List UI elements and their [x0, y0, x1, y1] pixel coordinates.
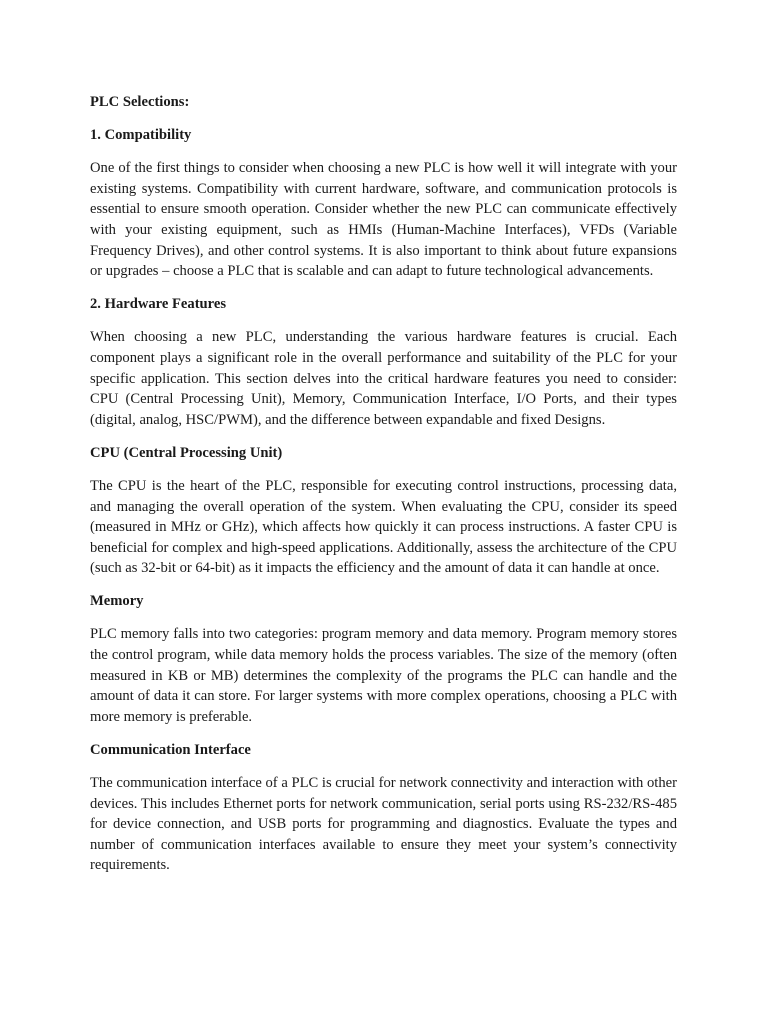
section-heading-communication-interface: Communication Interface — [90, 741, 251, 758]
document-title: PLC Selections: — [90, 94, 190, 110]
section-body-hardware-features: When choosing a new PLC, understanding the various hardware features is crucial. Each component plays a significant role in the overall performance and suitability of the PLC for your specific application. This section delves into the critical hardware features you need to consider: CPU (Central Processing Unit), Memory, Communication Interface, I/O Ports, and their types (digital, analog, HSC/PWM), and the difference between expandable and fixed Designs. — [90, 329, 677, 428]
section-heading-hardware-features: 2. Hardware Features — [90, 296, 227, 313]
section-body-cpu: The CPU is the heart of the PLC, responsible for executing control instructions, processing data, and managing the overall operation of the system. When evaluating the CPU, consider its speed (measured in MHz or GHz), which affects how quickly it can process instructions. A faster CPU is beneficial for complex and high-speed applications. Additionally, assess the architecture of the CPU (such as 32-bit or 64-bit) as it impacts the efficiency and the amount of data it can handle at once. — [90, 477, 677, 577]
section-heading-compatibility: 1. Compatibility — [90, 127, 192, 144]
section-heading-memory: Memory — [90, 593, 144, 610]
section-body-communication-interface: The communication interface of a PLC is crucial for network connectivity and interaction with other devices. This includes Ethernet ports for network communication, serial ports using RS-232/RS-485 for device connection, and USB ports for programming and diagnostics. Evaluate the types and number of communication interfaces available to ensure they meet your system’s connectivity requirements. — [90, 775, 677, 874]
document-page — [90, 92, 677, 889]
section-body-compatibility: One of the first things to consider when choosing a new PLC is how well it will integrate with your existing systems. Compatibility with current hardware, software, and communication protocols is essential to ensure smooth operation. Consider whether the new PLC can communicate effectively with your existing equipment, such as HMIs (Human-Machine Interfaces), VFDs (Variable Frequency Drives), and other control systems. It is also important to think about future expansions or upgrades – choose a PLC that is scalable and can adapt to future technological advancements. — [90, 160, 677, 280]
section-body-memory: PLC memory falls into two categories: program memory and data memory. Program memory stores the control program, while data memory holds the process variables. The size of the memory (often measured in KB or MB) determines the complexity of the programs the PLC can handle and the amount of data it can store. For larger systems with more complex operations, choosing a PLC with more memory is preferable. — [90, 626, 677, 725]
section-heading-cpu: CPU (Central Processing Unit) — [90, 444, 283, 461]
